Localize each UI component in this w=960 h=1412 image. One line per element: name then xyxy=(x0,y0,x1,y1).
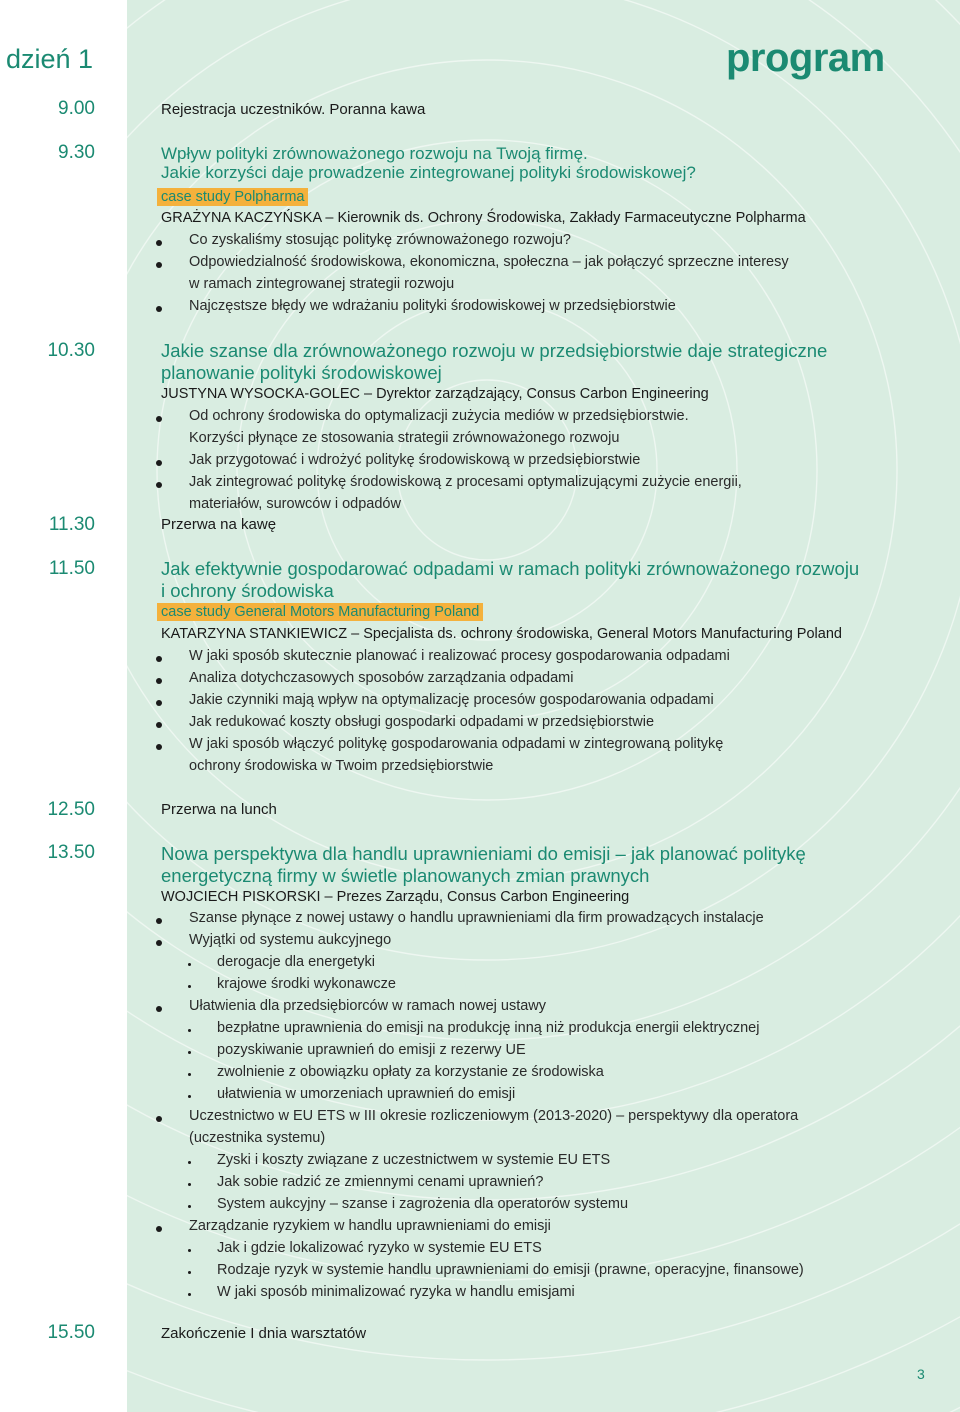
speaker-line: JUSTYNA WYSOCKA-GOLEC – Dyrektor zarządzający, Consus Carbon Engineering xyxy=(161,386,709,402)
sub-bullet-dot xyxy=(188,985,191,988)
time-label: 9.00 xyxy=(58,98,95,119)
sub-bullet-dot xyxy=(188,1073,191,1076)
time-label: 15.50 xyxy=(47,1322,95,1343)
decorative-ring xyxy=(397,380,577,560)
session-title: Jakie korzyści daje prowadzenie zintegrowanej polityki środowiskowej? xyxy=(161,163,696,182)
bullet-dot xyxy=(156,416,162,422)
bullet-item-continued: (uczestnika systemu) xyxy=(189,1130,326,1146)
bullet-dot xyxy=(156,656,162,662)
time-label: 13.50 xyxy=(47,842,95,863)
time-label: 9.30 xyxy=(58,142,95,163)
sub-bullet-item: W jaki sposób minimalizować ryzyka w handlu emisjami xyxy=(217,1284,575,1300)
session-text: Przerwa na lunch xyxy=(161,801,277,818)
bullet-item-continued: Korzyści płynące ze stosowania strategii zrównoważonego rozwoju xyxy=(189,430,620,446)
speaker-line: WOJCIECH PISKORSKI – Prezes Zarządu, Consus Carbon Engineering xyxy=(161,889,630,905)
bullet-item: Ułatwienia dla przedsiębiorców w ramach nowej ustawy xyxy=(189,998,547,1014)
bullet-item: Jakie czynniki mają wpływ na optymalizację procesów gospodarowania odpadami xyxy=(189,692,714,708)
sub-bullet-dot xyxy=(188,963,191,966)
sub-bullet-item: bezpłatne uprawnienia do emisji na produkcję inną niż produkcja energii elektrycznej xyxy=(217,1020,760,1036)
bullet-item: W jaki sposób włączyć politykę gospodarowania odpadami w zintegrowaną politykę xyxy=(189,736,724,752)
bullet-dot xyxy=(156,482,162,488)
bullet-item-continued: w ramach zintegrowanej strategii rozwoju xyxy=(189,276,455,292)
time-label: 12.50 xyxy=(47,799,95,820)
speaker-line: KATARZYNA STANKIEWICZ – Specjalista ds. ochrony środowiska, General Motors Manufacturing Poland xyxy=(161,626,842,642)
sub-bullet-item: Rodzaje ryzyk w systemie handlu uprawnieniami do emisji (prawne, operacyjne, finansowe) xyxy=(217,1262,804,1278)
sub-bullet-dot xyxy=(188,1095,191,1098)
bullet-dot xyxy=(156,722,162,728)
sub-bullet-item: pozyskiwanie uprawnień do emisji z rezerwy UE xyxy=(217,1042,526,1058)
bullet-item: Wyjątki od systemu aukcyjnego xyxy=(189,932,392,948)
bullet-dot xyxy=(156,262,162,268)
session-text: Rejestracja uczestników. Poranna kawa xyxy=(161,101,426,118)
bullet-item: Uczestnictwo w EU ETS w III okresie rozliczeniowym (2013-2020) – perspektywy dla operatora xyxy=(189,1108,799,1124)
case-study-badge: case study Polpharma xyxy=(157,188,308,206)
session-title: planowanie polityki środowiskowej xyxy=(161,362,442,383)
session-text: Przerwa na kawę xyxy=(161,516,277,533)
bullet-item: Zarządzanie ryzykiem w handlu uprawnieniami do emisji xyxy=(189,1218,551,1234)
bullet-dot xyxy=(156,918,162,924)
session-title: Jakie szanse dla zrównoważonego rozwoju w przedsiębiorstwie daje strategiczne xyxy=(161,340,828,361)
sub-bullet-dot xyxy=(188,1205,191,1208)
bullet-item: Jak przygotować i wdrożyć politykę środowiskową w przedsiębiorstwie xyxy=(189,452,641,468)
speaker-line: GRAŻYNA KACZYŃSKA – Kierownik ds. Ochrony Środowiska, Zakłady Farmaceutyczne Polpharma xyxy=(161,210,806,226)
bullet-dot xyxy=(156,678,162,684)
bullet-dot xyxy=(156,744,162,750)
bullet-item: Najczęstsze błędy we wdrażaniu polityki środowiskowej w przedsiębiorstwie xyxy=(189,298,676,314)
bullet-dot xyxy=(156,460,162,466)
sub-bullet-dot xyxy=(188,1183,191,1186)
sub-bullet-item: Jak sobie radzić ze zmiennymi cenami uprawnień? xyxy=(217,1174,544,1190)
bullet-dot xyxy=(156,1006,162,1012)
bullet-item-continued: ochrony środowiska w Twoim przedsiębiorstwie xyxy=(189,758,494,774)
sub-bullet-item: zwolnienie z obowiązku opłaty za korzystanie ze środowiska xyxy=(217,1064,604,1080)
bullet-item: Co zyskaliśmy stosując politykę zrównoważonego rozwoju? xyxy=(189,232,571,248)
session-title: Nowa perspektywa dla handlu uprawnieniami do emisji – jak planować politykę xyxy=(161,843,806,864)
sub-bullet-dot xyxy=(188,1293,191,1296)
session-title: Jak efektywnie gospodarować odpadami w ramach polityki zrównoważonego rozwoju xyxy=(161,558,860,579)
sub-bullet-item: System aukcyjny – szanse i zagrożenia dla operatorów systemu xyxy=(217,1196,629,1212)
case-study-badge: case study General Motors Manufacturing Poland xyxy=(157,603,483,621)
sub-bullet-dot xyxy=(188,1249,191,1252)
time-label: 11.50 xyxy=(48,558,95,579)
day-label: dzień 1 xyxy=(6,44,94,74)
bullet-item: Od ochrony środowiska do optymalizacji zużycia mediów w przedsiębiorstwie. xyxy=(189,408,689,424)
sub-bullet-item: ułatwienia w umorzeniach uprawnień do emisji xyxy=(217,1086,516,1102)
sub-bullet-dot xyxy=(188,1029,191,1032)
session-title: energetyczną firmy w świetle planowanych zmian prawnych xyxy=(161,865,650,886)
sub-bullet-dot xyxy=(188,1051,191,1054)
sub-bullet-item: krajowe środki wykonawcze xyxy=(217,976,396,992)
bullet-dot xyxy=(156,1116,162,1122)
bullet-item: W jaki sposób skutecznie planować i realizować procesy gospodarowania odpadami xyxy=(189,648,730,664)
bullet-dot xyxy=(156,240,162,246)
time-label: 11.30 xyxy=(48,514,95,535)
bullet-dot xyxy=(156,306,162,312)
bullet-item: Jak zintegrować politykę środowiskową z procesami optymalizującymi zużycie energii, xyxy=(189,474,742,490)
sub-bullet-dot xyxy=(188,1271,191,1274)
bullet-item: Jak redukować koszty obsługi gospodarki odpadami w przedsiębiorstwie xyxy=(189,714,655,730)
bullet-item: Analiza dotychczasowych sposobów zarządzania odpadami xyxy=(189,670,574,686)
session-title: Wpływ polityki zrównoważonego rozwoju na Twoją firmę. xyxy=(161,144,588,163)
page-number: 3 xyxy=(917,1366,925,1382)
bullet-dot xyxy=(156,700,162,706)
session-title: i ochrony środowiska xyxy=(161,580,334,601)
bullet-item-continued: materiałów, surowców i odpadów xyxy=(189,496,401,512)
time-label: 10.30 xyxy=(47,340,95,361)
program-title: program xyxy=(726,36,885,80)
sub-bullet-item: derogacje dla energetyki xyxy=(217,954,375,970)
bullet-dot xyxy=(156,1226,162,1232)
sub-bullet-item: Zyski i koszty związane z uczestnictwem w systemie EU ETS xyxy=(217,1152,611,1168)
decorative-ring xyxy=(237,220,737,720)
bullet-item: Szanse płynące z nowej ustawy o handlu uprawnieniami dla firm prowadzących instalacje xyxy=(189,910,764,926)
session-text: Zakończenie I dnia warsztatów xyxy=(161,1325,367,1342)
sub-bullet-item: Jak i gdzie lokalizować ryzyko w systemie EU ETS xyxy=(217,1240,542,1256)
bullet-dot xyxy=(156,940,162,946)
sub-bullet-dot xyxy=(188,1161,191,1164)
bullet-item: Odpowiedzialność środowiskowa, ekonomiczna, społeczna – jak połączyć sprzeczne interesy xyxy=(189,254,789,270)
